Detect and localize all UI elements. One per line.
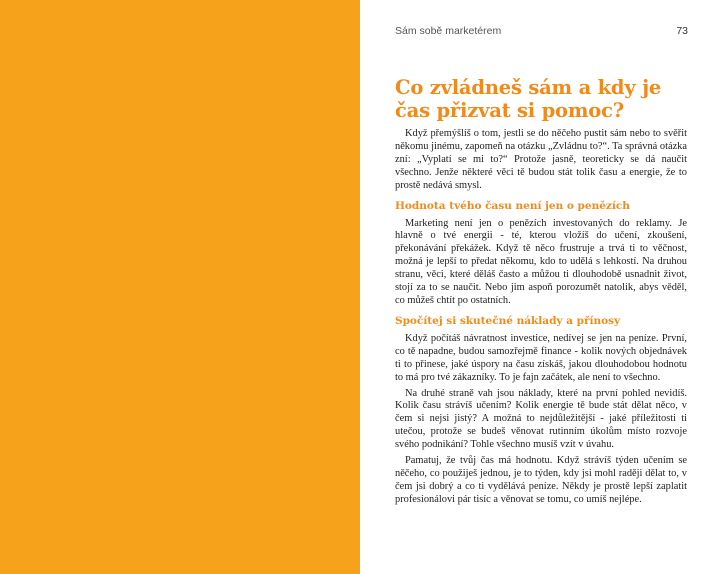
intro-paragraph: Když přemýšlíš o tom, jestli se do něčeho pustit sám nebo to svěřit někomu jinému, zapomeň na otázku „Zvládnu to?“. Ta správná otázka zní: „Vyplatí se mi to?“ Protože jasně, teoreticky se dá naučit všechno. Jenže některé věci tě budou stát tolik času a energie, že to prostě nedává smysl.	[395, 128, 687, 191]
section-paragraph: Pamatuj, že tvůj čas má hodnotu. Když strávíš týden učením se něčeho, co použiješ jednou, je to týden, kdy jsi mohl raději dělat to, v čem jsi dobrý a co ti vydělává peníze. Někdy je prostě lepší zaplatit profesionálovi pár tisíc a věnovat se tomu, co umíš nejlépe.	[395, 455, 687, 505]
book-page	[360, 0, 720, 574]
section-paragraph: Marketing není jen o penězích investovaných do reklamy. Je hlavně o tvé energii - té, kterou vložíš do učení, zkoušení, překonávání překážek. Když tě něco frustruje a trvá ti to věčnost, možná je lepší to předat někomu, kdo to udělá s lehkostí. Na druhou stranu, věci, které děláš často a můžou ti dlouhodobě usnadnit život, stojí za to se naučit. Nebo jim aspoň porozumět natolik, abys věděl, co můžeš chtít po ostatních.	[395, 217, 687, 306]
section-heading-costs-benefits: Spočítej si skutečné náklady a přínosy	[395, 314, 621, 327]
section-paragraph: Když počítáš návratnost investice, nedívej se jen na peníze. První, co tě napadne, budou samozřejmě finance - kolik nových objednávek ti to přinese, jaké úspory na času získáš, jakou dlouhodobou hodnotu to má pro tvé zákazníky. To je fajn začátek, ale není to všechno.	[395, 332, 687, 383]
running-header-title: Sám sobě marketérem	[395, 25, 502, 37]
article-title: Co zvládneš sám a kdy je čas přizvat si pomoc?	[395, 76, 662, 122]
section-heading-time-value: Hodnota tvého času není jen o penězích	[395, 199, 630, 212]
page-number: 73	[676, 25, 688, 37]
section-paragraph: Na druhé straně vah jsou náklady, které na první pohled nevidíš. Kolik času strávíš učením? Kolik energie tě bude stát dělat něco, v čem si nejsi jistý? A možná to nejdůležitější - jaké příležitosti ti utečou, protože se budeš věnovat rutinním úkolům místo rozvoje svého podnikání? Tohle všechno musíš vzít v úvahu.	[395, 387, 687, 451]
article-content	[395, 76, 687, 510]
